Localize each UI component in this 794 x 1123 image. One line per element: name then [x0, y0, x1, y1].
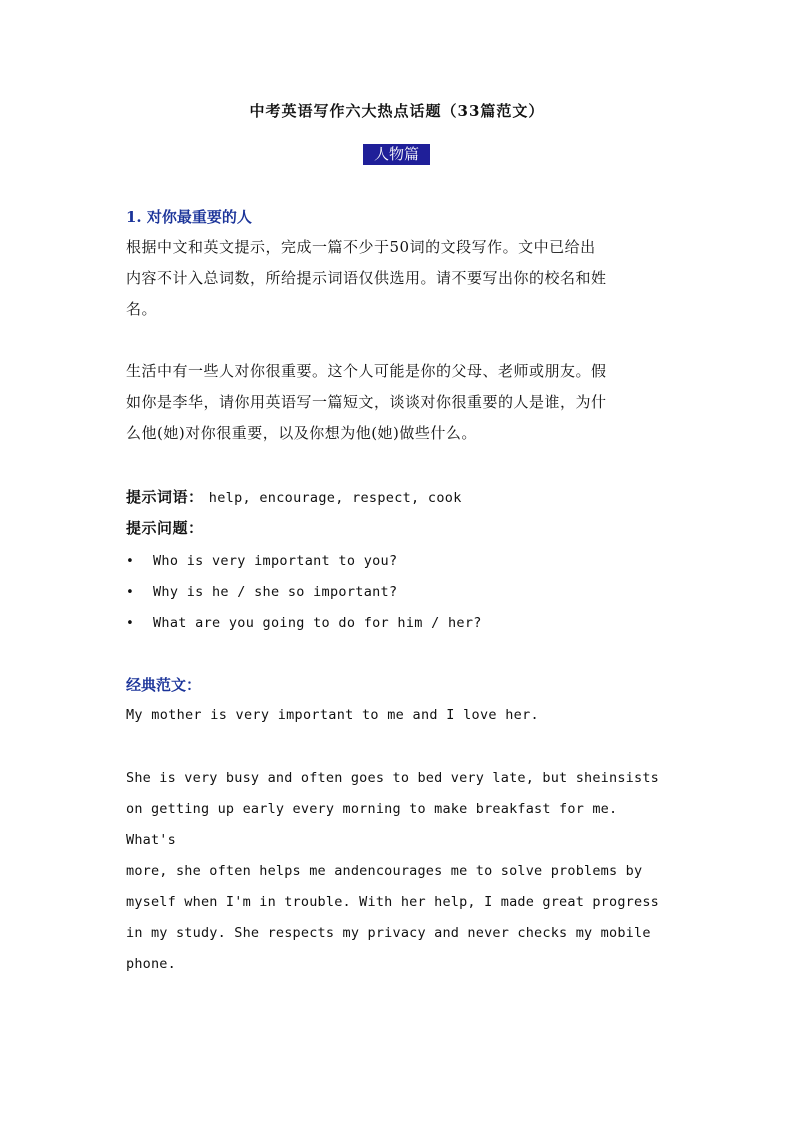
list-item	[126, 608, 482, 639]
scenario-line: 么他(她)对你很重要，以及你想为他(她)做些什么。	[126, 424, 477, 442]
essay-line: in my study. She respects my privacy and never checks my mobile	[126, 925, 651, 941]
hint-words-row	[126, 482, 670, 514]
scenario-line: 生活中有一些人对你很重要。这个人可能是你的父母、老师或朋友。假	[126, 362, 607, 380]
question-text: What are you going to do for him / her?	[153, 615, 482, 631]
bullet-icon: •	[126, 585, 135, 600]
hint-words-label: 提示词语：	[126, 488, 204, 506]
hint-words-list: help, encourage, respect, cook	[208, 490, 462, 506]
list-item	[126, 577, 482, 608]
bullet-icon: •	[126, 616, 135, 631]
instructions-line: 名。	[126, 300, 158, 318]
instructions-line: 内容不计入总词数，所给提示词语仅供选用。请不要写出你的校名和姓	[126, 269, 607, 287]
model-essay-opening: My mother is very important to me and I love her.	[126, 707, 539, 723]
hint-questions-label: 提示问题：	[126, 519, 204, 537]
instructions-paragraph	[126, 232, 670, 325]
section-badge: 人物篇	[363, 144, 430, 165]
scenario-line: 如你是李华，请你用英语写一篇短文，谈谈对你很重要的人是谁，为什	[126, 393, 607, 411]
essay-line: myself when I'm in trouble. With her help, I made great progress	[126, 894, 659, 910]
topic-heading: 1. 对你最重要的人	[126, 208, 252, 226]
question-text: Why is he / she so important?	[153, 584, 398, 600]
essay-line: more, she often helps me andencourages me to solve problems by	[126, 863, 643, 879]
scenario-paragraph	[126, 356, 670, 449]
essay-line: on getting up early every morning to make breakfast for me. What's	[126, 801, 618, 848]
instructions-line: 根据中文和英文提示，完成一篇不少于50词的文段写作。文中已给出	[126, 238, 596, 256]
hint-questions-list	[126, 546, 482, 639]
model-essay-label: 经典范文：	[126, 676, 202, 694]
document-title: 中考英语写作六大热点话题（33篇范文）	[249, 102, 545, 120]
model-essay-body	[126, 763, 670, 980]
essay-line: She is very busy and often goes to bed very late, but sheinsists	[126, 770, 659, 786]
essay-line: phone.	[126, 956, 176, 972]
question-text: Who is very important to you?	[153, 553, 398, 569]
bullet-icon: •	[126, 554, 135, 569]
list-item	[126, 546, 482, 577]
